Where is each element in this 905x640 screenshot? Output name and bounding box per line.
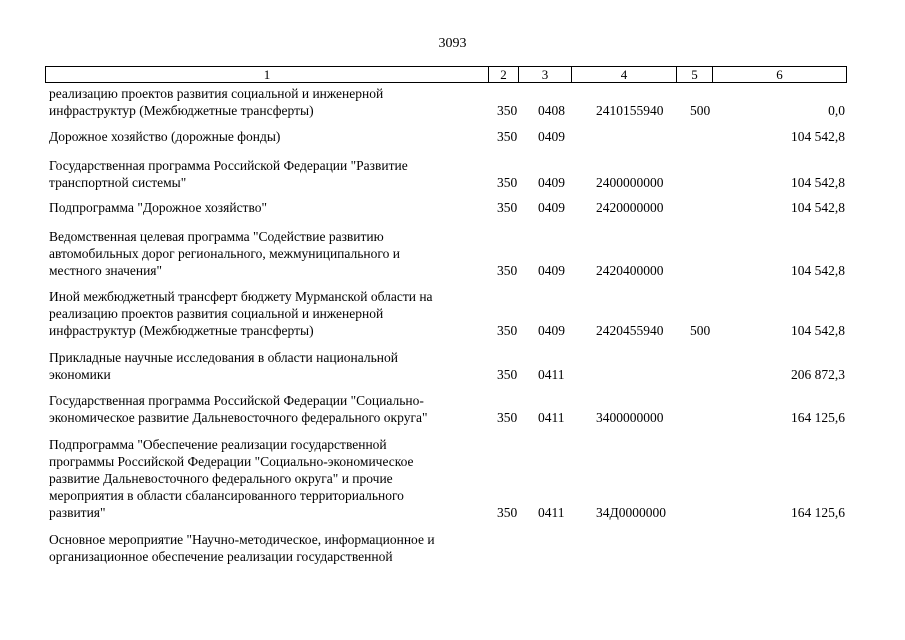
amount: 0,0	[828, 103, 845, 118]
section-code: 0409	[538, 129, 565, 144]
row-description: Подпрограмма "Обеспечение реализации государственной программы Российской Федерации "Социально-экономическое развитие Дальневосточного федерального округа" и прочие мероприятия в области сбалансированного территориального развития"	[49, 437, 414, 520]
table-row	[0, 286, 905, 339]
row-description: Государственная программа Российской Федерации "Развитие транспортной системы"	[49, 158, 408, 190]
amount: 104 542,8	[791, 263, 845, 278]
row-description: реализацию проектов развития социальной и инженерной инфраструктур (Межбюджетные трансферты)	[49, 86, 384, 118]
table-row	[0, 347, 905, 383]
target-article-code: 2400000000	[596, 175, 664, 190]
amount: 104 542,8	[791, 129, 845, 144]
header-col-6: 6	[776, 67, 783, 82]
target-article-code: 3400000000	[596, 410, 664, 425]
header-col-2: 2	[489, 67, 519, 82]
amount: 164 125,6	[791, 410, 845, 425]
table-row	[0, 198, 905, 216]
ministry-code: 350	[497, 410, 518, 425]
amount: 104 542,8	[791, 200, 845, 215]
row-description: Прикладные научные исследования в области национальной экономики	[49, 350, 398, 382]
expense-type-code: 500	[690, 323, 711, 338]
amount: 206 872,3	[791, 367, 845, 382]
row-description: Ведомственная целевая программа "Содействие развитию автомобильных дорог регионального, межмуниципального и местного значения"	[49, 229, 400, 278]
target-article-code: 2420455940	[596, 323, 664, 338]
table-row	[0, 434, 905, 521]
section-code: 0409	[538, 323, 565, 338]
ministry-code: 350	[497, 263, 518, 278]
ministry-code: 350	[497, 323, 518, 338]
section-code: 0409	[538, 263, 565, 278]
header-col-3: 3	[519, 67, 572, 82]
ministry-code: 350	[497, 129, 518, 144]
header-col-5: 5	[677, 67, 713, 82]
section-code: 0409	[538, 175, 565, 190]
table-header	[45, 66, 847, 83]
table-row	[0, 530, 905, 565]
amount: 164 125,6	[791, 505, 845, 520]
amount: 104 542,8	[791, 175, 845, 190]
header-col-4: 4	[572, 67, 677, 82]
section-code: 0408	[538, 103, 565, 118]
table-row	[0, 84, 905, 119]
row-description: Дорожное хозяйство (дорожные фонды)	[49, 129, 281, 144]
section-code: 0411	[538, 410, 565, 425]
section-code: 0411	[538, 367, 565, 382]
ministry-code: 350	[497, 505, 518, 520]
ministry-code: 350	[497, 200, 518, 215]
row-description: Иной межбюджетный трансферт бюджету Мурманской области на реализацию проектов развития социальной и инженерной инфраструктур (Межбюджетные трансферты)	[49, 289, 433, 338]
header-col-1: 1	[46, 67, 489, 82]
section-code: 0409	[538, 200, 565, 215]
target-article-code: 2420400000	[596, 263, 664, 278]
table-row	[0, 127, 905, 145]
row-description: Основное мероприятие "Научно-методическое, информационное и организационное обеспечение реализации государственной	[49, 532, 435, 564]
ministry-code: 350	[497, 175, 518, 190]
table-row	[0, 155, 905, 191]
target-article-code: 34Д0000000	[596, 505, 666, 520]
amount: 104 542,8	[791, 323, 845, 338]
row-description: Подпрограмма "Дорожное хозяйство"	[49, 200, 267, 215]
table-row	[0, 390, 905, 426]
target-article-code: 2410155940	[596, 103, 664, 118]
target-article-code: 2420000000	[596, 200, 664, 215]
expense-type-code: 500	[690, 103, 711, 118]
ministry-code: 350	[497, 367, 518, 382]
page-number: 3093	[438, 36, 467, 51]
table-row	[0, 226, 905, 279]
row-description: Государственная программа Российской Федерации "Социально- экономическое развитие Дальневосточного федерального округа"	[49, 393, 428, 425]
section-code: 0411	[538, 505, 565, 520]
ministry-code: 350	[497, 103, 518, 118]
